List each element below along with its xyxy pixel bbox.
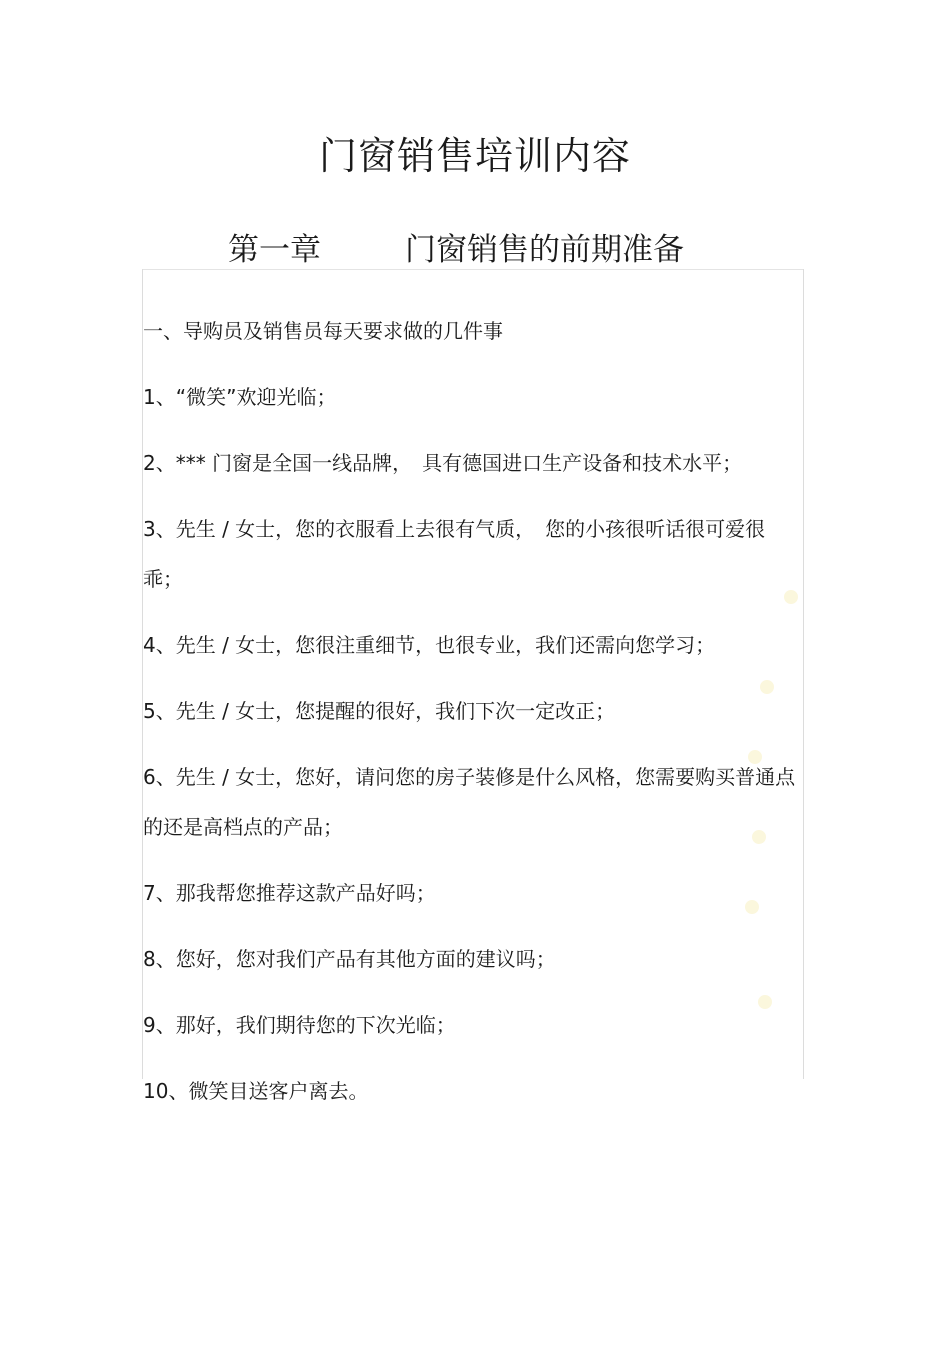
list-item: 4、先生 / 女士，您很注重细节，也很专业，我们还需向您学习； — [143, 633, 716, 657]
section-content — [143, 306, 799, 1132]
list-item: 2、*** 门窗是全国一线品牌， 具有德国进口生产设备和技术水平； — [143, 451, 743, 475]
list-item: 10、微笑目送客户离去。 — [143, 1079, 369, 1103]
list-item: 7、那我帮您推荐这款产品好吗； — [143, 881, 436, 905]
document-title: 门窗销售培训内容 — [318, 134, 631, 178]
chapter-number: 第一章 — [228, 232, 321, 268]
content-frame-top-border — [142, 269, 804, 270]
list-item: 8、您好，您对我们产品有其他方面的建议吗； — [143, 947, 556, 971]
list-item: 3、先生 / 女士，您的衣服看上去很有气质， 您的小孩很听话很可爱很乖； — [143, 517, 766, 591]
chapter-name: 门窗销售的前期准备 — [405, 232, 684, 268]
section-heading: 一、导购员及销售员每天要求做的几件事 — [143, 319, 503, 343]
list-item: 9、那好，我们期待您的下次光临； — [143, 1013, 456, 1037]
chapter-heading — [0, 228, 950, 272]
list-item: 1、“微笑”欢迎光临； — [143, 385, 337, 409]
content-frame-right-border — [803, 269, 804, 1079]
list-item: 5、先生 / 女士，您提醒的很好，我们下次一定改正； — [143, 699, 616, 723]
list-item: 6、先生 / 女士，您好，请问您的房子装修是什么风格，您需要购买普通点的还是高档点的产品； — [143, 765, 796, 839]
